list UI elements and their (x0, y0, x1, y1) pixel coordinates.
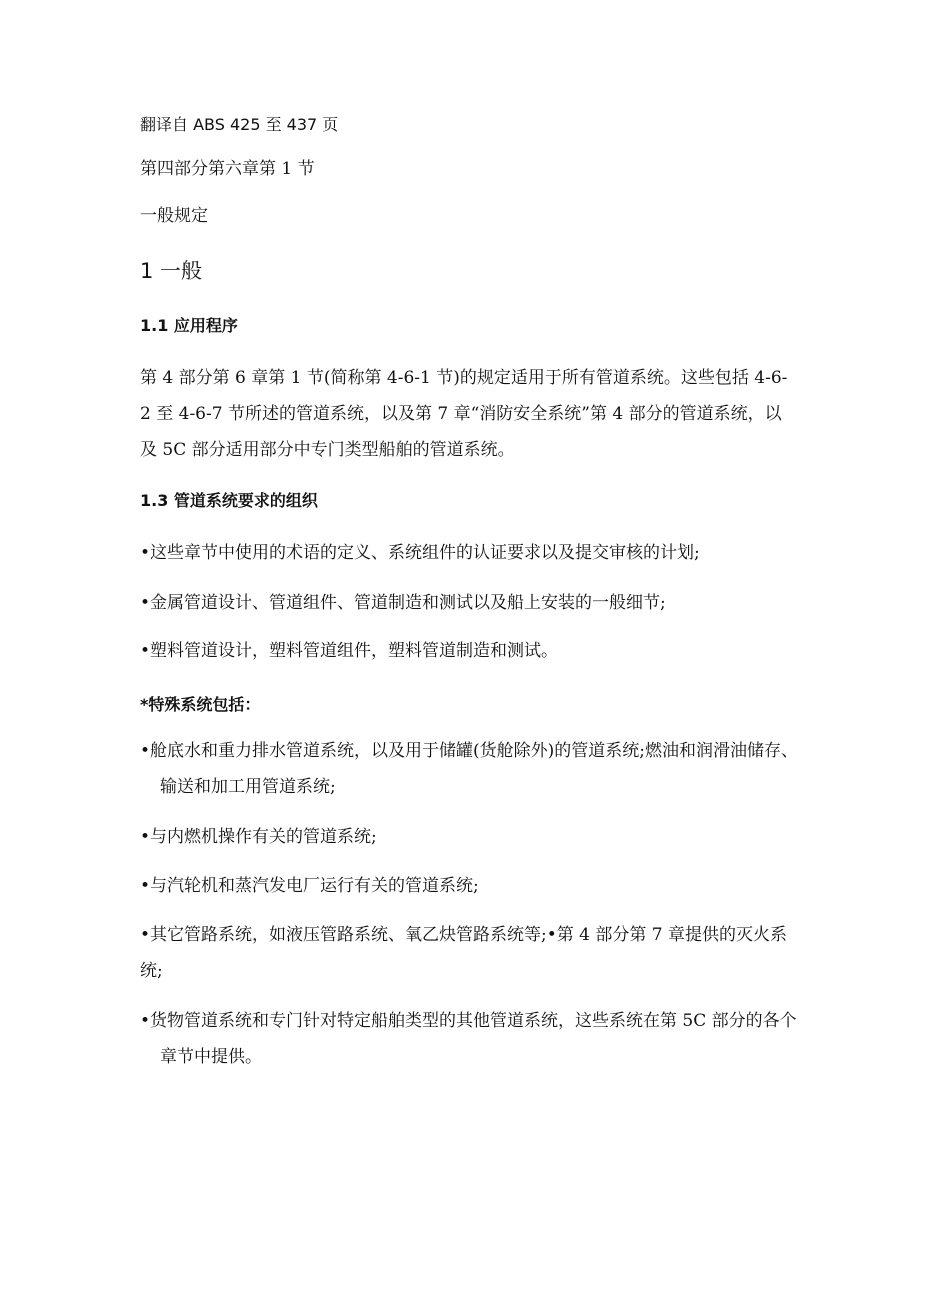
special-item-5: •货物管道系统和专门针对特定船舶类型的其他管道系统，这些系统在第 5C 部分的各个章节中提供。 (140, 1011, 797, 1067)
section-name: 一般规定 (140, 206, 208, 226)
special-item-4: •其它管路系统，如液压管路系统、氧乙炔管路系统等;•第 4 部分第 7 章提供的灭火系统; (140, 925, 788, 981)
section-heading: 1 一般 (140, 259, 203, 283)
source-note: 翻译自 ABS 425 至 437 页 (140, 115, 339, 134)
special-item-3: •与汽轮机和蒸汽发电厂运行有关的管道系统; (140, 876, 479, 896)
organization-item-2: •金属管道设计、管道组件、管道制造和测试以及船上安装的一般细节; (140, 593, 666, 613)
organization-item-1: •这些章节中使用的术语的定义、系统组件的认证要求以及提交审核的计划; (140, 543, 700, 563)
special-item-2: •与内燃机操作有关的管道系统; (140, 827, 377, 847)
part-chapter-label: 第四部分第六章第 1 节 (140, 159, 315, 179)
organization-item-3: •塑料管道设计，塑料管道组件，塑料管道制造和测试。 (140, 641, 559, 661)
subsection-1-1-paragraph: 第 4 部分第 6 章第 1 节(简称第 4-6-1 节)的规定适用于所有管道系统。这些包括 4-6-2 至 4-6-7 节所述的管道系统，以及第 7 章“消防安全系统”第 4 部分的管道系统，以及 5C 部分适用部分中专门类型船舶的管道系统。 (140, 368, 788, 460)
special-systems-heading: *特殊系统包括： (140, 695, 261, 714)
subsection-heading-1-1: 1.1 应用程序 (140, 316, 238, 335)
special-item-1: •舱底水和重力排水管道系统，以及用于储罐(货舱除外)的管道系统;燃油和润滑油储存、输送和加工用管道系统; (140, 741, 799, 797)
subsection-heading-1-3: 1.3 管道系统要求的组织 (140, 491, 318, 510)
